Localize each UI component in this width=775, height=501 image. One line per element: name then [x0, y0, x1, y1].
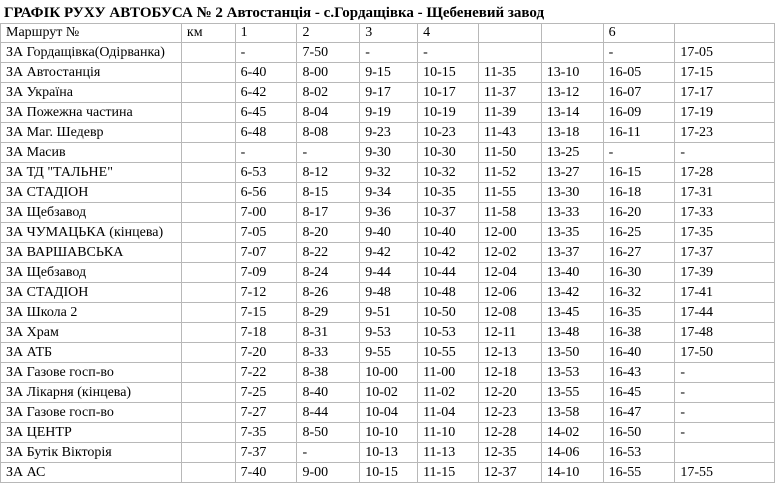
- time-cell: 13-25: [541, 143, 603, 163]
- time-cell: 12-20: [478, 383, 541, 403]
- stop-name-cell: ЗА Пожежна частина: [1, 103, 182, 123]
- time-cell: 17-48: [675, 323, 775, 343]
- time-cell: 9-53: [360, 323, 418, 343]
- time-cell: 8-50: [297, 423, 360, 443]
- time-cell: 10-04: [360, 403, 418, 423]
- time-cell: -: [360, 43, 418, 63]
- table-row: [1, 243, 775, 263]
- time-cell: [675, 443, 775, 463]
- table-row: [1, 263, 775, 283]
- time-cell: 10-42: [418, 243, 479, 263]
- time-cell: 6-45: [235, 103, 297, 123]
- time-cell: 7-15: [235, 303, 297, 323]
- time-cell: [181, 83, 235, 103]
- time-cell: 13-12: [541, 83, 603, 103]
- time-cell: 12-37: [478, 463, 541, 483]
- time-cell: 11-50: [478, 143, 541, 163]
- time-cell: 8-20: [297, 223, 360, 243]
- time-cell: [181, 443, 235, 463]
- time-cell: [181, 103, 235, 123]
- stop-name-cell: ЗА Газове госп-во: [1, 363, 182, 383]
- time-cell: -: [675, 403, 775, 423]
- time-cell: 9-55: [360, 343, 418, 363]
- time-cell: 10-48: [418, 283, 479, 303]
- time-cell: 10-35: [418, 183, 479, 203]
- time-cell: 14-06: [541, 443, 603, 463]
- time-cell: 17-35: [675, 223, 775, 243]
- time-cell: 12-28: [478, 423, 541, 443]
- time-cell: 13-40: [541, 263, 603, 283]
- time-cell: 7-05: [235, 223, 297, 243]
- time-cell: 16-35: [603, 303, 675, 323]
- time-cell: 9-17: [360, 83, 418, 103]
- table-row: [1, 183, 775, 203]
- time-cell: 7-50: [297, 43, 360, 63]
- time-cell: 16-30: [603, 263, 675, 283]
- time-cell: 16-15: [603, 163, 675, 183]
- time-cell: [181, 303, 235, 323]
- route-header-cell: Маршрут №: [1, 24, 182, 43]
- time-cell: 10-15: [418, 63, 479, 83]
- time-cell: 13-33: [541, 203, 603, 223]
- time-cell: -: [675, 423, 775, 443]
- time-cell: [181, 383, 235, 403]
- time-cell: 10-15: [360, 463, 418, 483]
- time-cell: 16-09: [603, 103, 675, 123]
- time-cell: 8-17: [297, 203, 360, 223]
- time-cell: 8-15: [297, 183, 360, 203]
- time-cell: 17-44: [675, 303, 775, 323]
- time-cell: 17-17: [675, 83, 775, 103]
- time-cell: [181, 423, 235, 443]
- table-row: [1, 43, 775, 63]
- time-cell: 13-58: [541, 403, 603, 423]
- time-cell: 14-02: [541, 423, 603, 443]
- column-header-cell: 4: [418, 24, 479, 43]
- time-cell: 6-40: [235, 63, 297, 83]
- stop-name-cell: ЗА Гордащівка(Одірванка): [1, 43, 182, 63]
- column-header-cell: 6: [603, 24, 675, 43]
- time-cell: [181, 183, 235, 203]
- time-cell: 10-37: [418, 203, 479, 223]
- time-cell: [181, 403, 235, 423]
- time-cell: 16-50: [603, 423, 675, 443]
- time-cell: 7-07: [235, 243, 297, 263]
- time-cell: 16-32: [603, 283, 675, 303]
- time-cell: 17-28: [675, 163, 775, 183]
- time-cell: 13-18: [541, 123, 603, 143]
- time-cell: [478, 43, 541, 63]
- column-header-cell: 2: [297, 24, 360, 43]
- time-cell: 16-20: [603, 203, 675, 223]
- stop-name-cell: ЗА Щебзавод: [1, 263, 182, 283]
- time-cell: 16-38: [603, 323, 675, 343]
- time-cell: 13-53: [541, 363, 603, 383]
- stop-name-cell: ЗА Бутік Вікторія: [1, 443, 182, 463]
- table-row: [1, 143, 775, 163]
- time-cell: [181, 343, 235, 363]
- table-row: [1, 443, 775, 463]
- table-row: [1, 103, 775, 123]
- table-row: [1, 163, 775, 183]
- time-cell: 10-17: [418, 83, 479, 103]
- time-cell: [181, 123, 235, 143]
- time-cell: 6-48: [235, 123, 297, 143]
- time-cell: -: [603, 43, 675, 63]
- time-cell: 17-37: [675, 243, 775, 263]
- stop-name-cell: ЗА ЧУМАЦЬКА (кінцева): [1, 223, 182, 243]
- time-cell: -: [675, 383, 775, 403]
- time-cell: 13-42: [541, 283, 603, 303]
- time-cell: 8-44: [297, 403, 360, 423]
- time-cell: 7-35: [235, 423, 297, 443]
- time-cell: 13-27: [541, 163, 603, 183]
- time-cell: 8-38: [297, 363, 360, 383]
- column-header-cell: 1: [235, 24, 297, 43]
- table-row: [1, 463, 775, 483]
- time-cell: 17-19: [675, 103, 775, 123]
- time-cell: [181, 203, 235, 223]
- time-cell: 7-12: [235, 283, 297, 303]
- time-cell: 11-15: [418, 463, 479, 483]
- time-cell: 9-00: [297, 463, 360, 483]
- time-cell: 16-43: [603, 363, 675, 383]
- time-cell: 14-10: [541, 463, 603, 483]
- time-cell: 11-00: [418, 363, 479, 383]
- time-cell: 16-47: [603, 403, 675, 423]
- time-cell: 11-02: [418, 383, 479, 403]
- time-cell: [181, 63, 235, 83]
- time-cell: 7-18: [235, 323, 297, 343]
- time-cell: 10-00: [360, 363, 418, 383]
- time-cell: 10-53: [418, 323, 479, 343]
- time-cell: 12-13: [478, 343, 541, 363]
- time-cell: -: [235, 43, 297, 63]
- time-cell: 7-27: [235, 403, 297, 423]
- stop-name-cell: ЗА Автостанція: [1, 63, 182, 83]
- time-cell: 8-04: [297, 103, 360, 123]
- time-cell: 16-45: [603, 383, 675, 403]
- time-cell: 11-55: [478, 183, 541, 203]
- time-cell: 16-07: [603, 83, 675, 103]
- time-cell: [541, 43, 603, 63]
- time-cell: -: [297, 443, 360, 463]
- time-cell: 10-30: [418, 143, 479, 163]
- time-cell: 12-00: [478, 223, 541, 243]
- time-cell: 9-48: [360, 283, 418, 303]
- time-cell: 13-55: [541, 383, 603, 403]
- time-cell: 17-23: [675, 123, 775, 143]
- stop-name-cell: ЗА АТБ: [1, 343, 182, 363]
- table-row: [1, 303, 775, 323]
- time-cell: 11-35: [478, 63, 541, 83]
- time-cell: -: [603, 143, 675, 163]
- time-cell: [181, 243, 235, 263]
- time-cell: 7-40: [235, 463, 297, 483]
- time-cell: 12-23: [478, 403, 541, 423]
- time-cell: 17-39: [675, 263, 775, 283]
- table-row: [1, 383, 775, 403]
- time-cell: -: [675, 143, 775, 163]
- time-cell: 6-42: [235, 83, 297, 103]
- time-cell: 13-14: [541, 103, 603, 123]
- time-cell: 13-35: [541, 223, 603, 243]
- time-cell: 9-15: [360, 63, 418, 83]
- time-cell: 12-35: [478, 443, 541, 463]
- stop-name-cell: ЗА ТД "ТАЛЬНЕ": [1, 163, 182, 183]
- time-cell: 9-36: [360, 203, 418, 223]
- time-cell: 17-41: [675, 283, 775, 303]
- time-cell: 8-02: [297, 83, 360, 103]
- time-cell: 9-32: [360, 163, 418, 183]
- schedule-table: [0, 23, 775, 483]
- time-cell: 9-40: [360, 223, 418, 243]
- time-cell: [181, 283, 235, 303]
- stop-name-cell: ЗА СТАДІОН: [1, 283, 182, 303]
- time-cell: 17-33: [675, 203, 775, 223]
- time-cell: 8-33: [297, 343, 360, 363]
- time-cell: 10-40: [418, 223, 479, 243]
- time-cell: 11-13: [418, 443, 479, 463]
- time-cell: [181, 223, 235, 243]
- table-row: [1, 283, 775, 303]
- stop-name-cell: ЗА Храм: [1, 323, 182, 343]
- time-cell: 11-52: [478, 163, 541, 183]
- table-row: [1, 343, 775, 363]
- time-cell: 16-27: [603, 243, 675, 263]
- time-cell: 11-43: [478, 123, 541, 143]
- time-cell: 13-50: [541, 343, 603, 363]
- time-cell: 8-26: [297, 283, 360, 303]
- time-cell: 8-24: [297, 263, 360, 283]
- time-cell: 9-30: [360, 143, 418, 163]
- time-cell: 8-31: [297, 323, 360, 343]
- time-cell: 9-42: [360, 243, 418, 263]
- header-row: [1, 24, 775, 43]
- time-cell: 11-37: [478, 83, 541, 103]
- table-row: [1, 423, 775, 443]
- time-cell: 9-34: [360, 183, 418, 203]
- time-cell: 13-37: [541, 243, 603, 263]
- time-cell: -: [418, 43, 479, 63]
- column-header-cell: [675, 24, 775, 43]
- time-cell: [181, 463, 235, 483]
- time-cell: -: [675, 363, 775, 383]
- time-cell: 11-10: [418, 423, 479, 443]
- time-cell: 17-05: [675, 43, 775, 63]
- time-cell: 13-48: [541, 323, 603, 343]
- time-cell: 16-25: [603, 223, 675, 243]
- stop-name-cell: ЗА ЦЕНТР: [1, 423, 182, 443]
- time-cell: 9-19: [360, 103, 418, 123]
- time-cell: [181, 143, 235, 163]
- time-cell: 10-50: [418, 303, 479, 323]
- time-cell: 7-22: [235, 363, 297, 383]
- stop-name-cell: ЗА Школа 2: [1, 303, 182, 323]
- time-cell: 11-04: [418, 403, 479, 423]
- time-cell: 10-55: [418, 343, 479, 363]
- time-cell: 8-29: [297, 303, 360, 323]
- schedule-body: [1, 24, 775, 483]
- time-cell: 7-37: [235, 443, 297, 463]
- time-cell: 16-18: [603, 183, 675, 203]
- time-cell: 10-32: [418, 163, 479, 183]
- column-header-cell: км: [181, 24, 235, 43]
- time-cell: [181, 43, 235, 63]
- time-cell: 8-12: [297, 163, 360, 183]
- table-row: [1, 223, 775, 243]
- time-cell: 9-23: [360, 123, 418, 143]
- stop-name-cell: ЗА Газове госп-во: [1, 403, 182, 423]
- time-cell: 16-53: [603, 443, 675, 463]
- stop-name-cell: ЗА Масив: [1, 143, 182, 163]
- time-cell: 10-19: [418, 103, 479, 123]
- time-cell: 10-44: [418, 263, 479, 283]
- stop-name-cell: ЗА Україна: [1, 83, 182, 103]
- table-row: [1, 63, 775, 83]
- time-cell: 7-00: [235, 203, 297, 223]
- time-cell: 8-08: [297, 123, 360, 143]
- time-cell: 6-53: [235, 163, 297, 183]
- time-cell: 12-18: [478, 363, 541, 383]
- time-cell: 10-13: [360, 443, 418, 463]
- time-cell: 10-23: [418, 123, 479, 143]
- time-cell: 8-22: [297, 243, 360, 263]
- table-row: [1, 323, 775, 343]
- time-cell: 11-39: [478, 103, 541, 123]
- time-cell: 6-56: [235, 183, 297, 203]
- time-cell: [181, 263, 235, 283]
- time-cell: -: [235, 143, 297, 163]
- time-cell: [181, 323, 235, 343]
- time-cell: 17-50: [675, 343, 775, 363]
- table-row: [1, 83, 775, 103]
- time-cell: 17-55: [675, 463, 775, 483]
- time-cell: 11-58: [478, 203, 541, 223]
- time-cell: 16-11: [603, 123, 675, 143]
- column-header-cell: 3: [360, 24, 418, 43]
- time-cell: 10-02: [360, 383, 418, 403]
- stop-name-cell: ЗА ВАРШАВСЬКА: [1, 243, 182, 263]
- stop-name-cell: ЗА СТАДІОН: [1, 183, 182, 203]
- time-cell: [181, 363, 235, 383]
- time-cell: 16-55: [603, 463, 675, 483]
- time-cell: 13-10: [541, 63, 603, 83]
- column-header-cell: [541, 24, 603, 43]
- time-cell: 13-30: [541, 183, 603, 203]
- time-cell: 16-40: [603, 343, 675, 363]
- time-cell: 17-15: [675, 63, 775, 83]
- stop-name-cell: ЗА АС: [1, 463, 182, 483]
- time-cell: 17-31: [675, 183, 775, 203]
- stop-name-cell: ЗА Маг. Шедевр: [1, 123, 182, 143]
- time-cell: 12-06: [478, 283, 541, 303]
- table-row: [1, 123, 775, 143]
- schedule-title: ГРАФІК РУХУ АВТОБУСА № 2 Автостанція - с.Гордащівка - Щебеневий завод: [4, 5, 545, 21]
- time-cell: 7-25: [235, 383, 297, 403]
- stop-name-cell: ЗА Лікарня (кінцева): [1, 383, 182, 403]
- time-cell: 16-05: [603, 63, 675, 83]
- time-cell: 9-44: [360, 263, 418, 283]
- time-cell: 8-40: [297, 383, 360, 403]
- table-row: [1, 363, 775, 383]
- time-cell: 12-11: [478, 323, 541, 343]
- time-cell: 10-10: [360, 423, 418, 443]
- stop-name-cell: ЗА Щебзавод: [1, 203, 182, 223]
- table-row: [1, 403, 775, 423]
- time-cell: -: [297, 143, 360, 163]
- time-cell: 13-45: [541, 303, 603, 323]
- time-cell: 12-08: [478, 303, 541, 323]
- time-cell: 7-20: [235, 343, 297, 363]
- time-cell: 8-00: [297, 63, 360, 83]
- time-cell: 7-09: [235, 263, 297, 283]
- time-cell: 12-02: [478, 243, 541, 263]
- time-cell: 9-51: [360, 303, 418, 323]
- column-header-cell: [478, 24, 541, 43]
- time-cell: 12-04: [478, 263, 541, 283]
- table-row: [1, 203, 775, 223]
- time-cell: [181, 163, 235, 183]
